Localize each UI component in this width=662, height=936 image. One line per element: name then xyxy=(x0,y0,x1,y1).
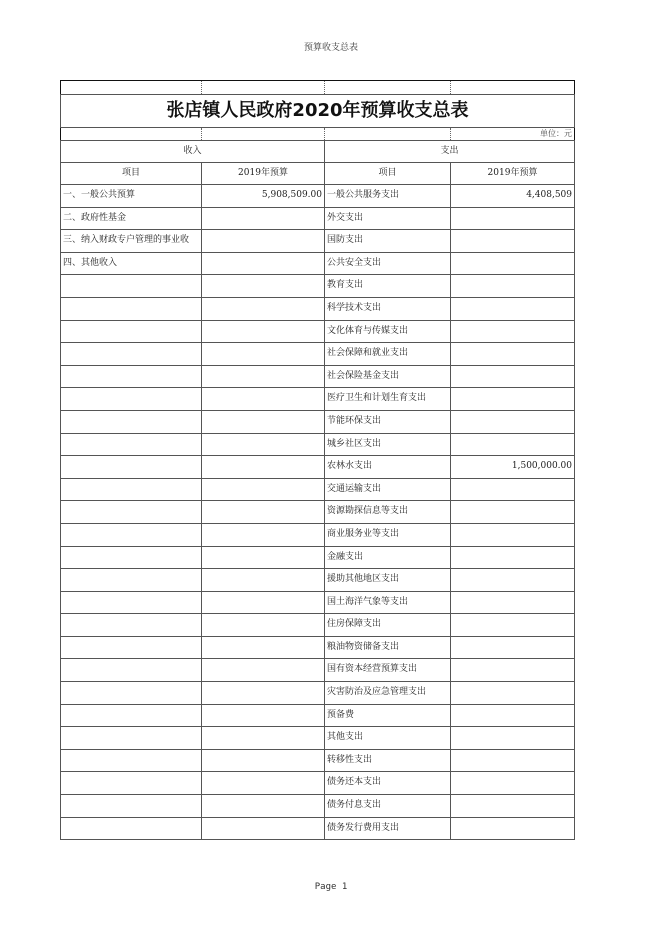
table-row xyxy=(61,275,575,298)
expense-amount-cell xyxy=(451,727,575,750)
expense-amount-cell xyxy=(451,546,575,569)
expense-amount-cell: 1,500,000.00 xyxy=(451,456,575,479)
table-row xyxy=(61,772,575,795)
table-row xyxy=(61,185,575,208)
income-item-cell xyxy=(61,523,202,546)
expense-amount-cell xyxy=(451,795,575,818)
table-row xyxy=(61,252,575,275)
table-row xyxy=(61,230,575,253)
expense-amount-cell xyxy=(451,591,575,614)
table-row xyxy=(61,569,575,592)
expense-item-cell: 预备费 xyxy=(325,704,451,727)
expense-item-cell: 教育支出 xyxy=(325,275,451,298)
expense-amount-cell xyxy=(451,501,575,524)
table-row xyxy=(61,546,575,569)
income-item-cell xyxy=(61,659,202,682)
income-item-cell xyxy=(61,410,202,433)
income-item-cell xyxy=(61,343,202,366)
income-amount-cell xyxy=(202,207,325,230)
income-item-cell xyxy=(61,546,202,569)
expense-item-cell: 社会保险基金支出 xyxy=(325,365,451,388)
income-item-cell: 四、其他收入 xyxy=(61,252,202,275)
income-item-cell xyxy=(61,320,202,343)
income-item-cell xyxy=(61,456,202,479)
income-item-cell: 二、政府性基金 xyxy=(61,207,202,230)
expense-amount-cell xyxy=(451,433,575,456)
income-amount-cell xyxy=(202,365,325,388)
table-row xyxy=(61,682,575,705)
budget-summary-table xyxy=(60,80,575,840)
expense-item-cell: 医疗卫生和计划生育支出 xyxy=(325,388,451,411)
expense-amount-cell: 4,408,509 xyxy=(451,185,575,208)
income-amount-cell xyxy=(202,297,325,320)
group-header-row xyxy=(61,141,575,163)
income-item-cell xyxy=(61,388,202,411)
income-item-cell xyxy=(61,636,202,659)
income-item-cell: 三、纳入财政专户管理的事业收 xyxy=(61,230,202,253)
income-item-cell: 一、一般公共预算 xyxy=(61,185,202,208)
table-row xyxy=(61,659,575,682)
income-amount-cell xyxy=(202,410,325,433)
expense-amount-cell xyxy=(451,682,575,705)
table-row xyxy=(61,207,575,230)
expense-item-cell: 城乡社区支出 xyxy=(325,433,451,456)
expense-item-cell: 资源勘探信息等支出 xyxy=(325,501,451,524)
income-item-cell xyxy=(61,275,202,298)
expense-item-cell: 一般公共服务支出 xyxy=(325,185,451,208)
expense-amount-cell xyxy=(451,478,575,501)
expense-item-cell: 援助其他地区支出 xyxy=(325,569,451,592)
income-item-cell xyxy=(61,614,202,637)
expense-item-cell: 债务付息支出 xyxy=(325,795,451,818)
expense-item-cell: 其他支出 xyxy=(325,727,451,750)
expense-item-cell: 灾害防治及应急管理支出 xyxy=(325,682,451,705)
income-amount-cell xyxy=(202,343,325,366)
expense-budget-col-header: 2019年预算 xyxy=(451,163,575,185)
expense-amount-cell xyxy=(451,749,575,772)
income-amount-cell xyxy=(202,591,325,614)
income-amount-cell xyxy=(202,614,325,637)
expense-item-cell: 住房保障支出 xyxy=(325,614,451,637)
income-amount-cell xyxy=(202,456,325,479)
expense-amount-cell xyxy=(451,388,575,411)
income-amount-cell xyxy=(202,388,325,411)
expense-item-cell: 国有资本经营预算支出 xyxy=(325,659,451,682)
expense-amount-cell xyxy=(451,365,575,388)
income-item-cell xyxy=(61,704,202,727)
expense-header: 支出 xyxy=(325,141,575,163)
income-amount-cell xyxy=(202,704,325,727)
income-amount-cell xyxy=(202,478,325,501)
income-amount-cell xyxy=(202,659,325,682)
income-item-cell xyxy=(61,591,202,614)
income-budget-col-header: 2019年预算 xyxy=(202,163,325,185)
income-amount-cell xyxy=(202,275,325,298)
table-row xyxy=(61,636,575,659)
table-row xyxy=(61,456,575,479)
expense-amount-cell xyxy=(451,523,575,546)
expense-item-cell: 外交支出 xyxy=(325,207,451,230)
income-amount-cell xyxy=(202,772,325,795)
table-row xyxy=(61,365,575,388)
table-row xyxy=(61,478,575,501)
title-row xyxy=(61,95,575,128)
expense-amount-cell xyxy=(451,230,575,253)
income-amount-cell xyxy=(202,252,325,275)
income-item-cell xyxy=(61,682,202,705)
expense-amount-cell xyxy=(451,410,575,433)
income-amount-cell: 5,908,509.00 xyxy=(202,185,325,208)
expense-amount-cell xyxy=(451,297,575,320)
table-row xyxy=(61,297,575,320)
expense-item-cell: 国土海洋气象等支出 xyxy=(325,591,451,614)
expense-amount-cell xyxy=(451,704,575,727)
table-row xyxy=(61,817,575,840)
expense-item-cell: 国防支出 xyxy=(325,230,451,253)
expense-item-cell: 农林水支出 xyxy=(325,456,451,479)
expense-item-cell: 债务发行费用支出 xyxy=(325,817,451,840)
income-amount-cell xyxy=(202,546,325,569)
expense-item-cell: 公共安全支出 xyxy=(325,252,451,275)
income-item-col-header: 项目 xyxy=(61,163,202,185)
expense-item-cell: 社会保障和就业支出 xyxy=(325,343,451,366)
expense-item-cell: 交通运输支出 xyxy=(325,478,451,501)
expense-item-cell: 金融支出 xyxy=(325,546,451,569)
table-row xyxy=(61,320,575,343)
expense-amount-cell xyxy=(451,569,575,592)
expense-amount-cell xyxy=(451,207,575,230)
income-amount-cell xyxy=(202,433,325,456)
income-amount-cell xyxy=(202,817,325,840)
table-row xyxy=(61,343,575,366)
unit-label: 单位：元 xyxy=(451,128,575,141)
expense-item-cell: 科学技术支出 xyxy=(325,297,451,320)
expense-amount-cell xyxy=(451,275,575,298)
expense-amount-cell xyxy=(451,343,575,366)
income-item-cell xyxy=(61,569,202,592)
expense-item-col-header: 项目 xyxy=(325,163,451,185)
income-amount-cell xyxy=(202,501,325,524)
table-row xyxy=(61,614,575,637)
expense-item-cell: 债务还本支出 xyxy=(325,772,451,795)
income-item-cell xyxy=(61,297,202,320)
expense-amount-cell xyxy=(451,252,575,275)
table-row xyxy=(61,591,575,614)
income-item-cell xyxy=(61,795,202,818)
table-row xyxy=(61,410,575,433)
income-amount-cell xyxy=(202,230,325,253)
expense-amount-cell xyxy=(451,817,575,840)
income-amount-cell xyxy=(202,682,325,705)
expense-item-cell: 文化体育与传媒支出 xyxy=(325,320,451,343)
table-row xyxy=(61,795,575,818)
income-amount-cell xyxy=(202,523,325,546)
expense-item-cell: 粮油物资储备支出 xyxy=(325,636,451,659)
expense-amount-cell xyxy=(451,772,575,795)
spacer-row xyxy=(61,81,575,95)
expense-amount-cell xyxy=(451,320,575,343)
unit-row xyxy=(61,128,575,141)
expense-item-cell: 转移性支出 xyxy=(325,749,451,772)
income-amount-cell xyxy=(202,727,325,750)
sheet-title: 张店镇人民政府2020年预算收支总表 xyxy=(61,95,575,128)
income-item-cell xyxy=(61,478,202,501)
expense-item-cell: 节能环保支出 xyxy=(325,410,451,433)
expense-amount-cell xyxy=(451,614,575,637)
page-header: 预算收支总表 xyxy=(303,43,358,53)
expense-item-cell: 商业服务业等支出 xyxy=(325,523,451,546)
income-amount-cell xyxy=(202,795,325,818)
income-item-cell xyxy=(61,772,202,795)
income-item-cell xyxy=(61,433,202,456)
income-amount-cell xyxy=(202,320,325,343)
income-item-cell xyxy=(61,501,202,524)
income-item-cell xyxy=(61,727,202,750)
expense-amount-cell xyxy=(451,659,575,682)
income-amount-cell xyxy=(202,749,325,772)
page-footer: Page 1 xyxy=(314,882,348,892)
table-row xyxy=(61,523,575,546)
table-row xyxy=(61,388,575,411)
expense-amount-cell xyxy=(451,636,575,659)
income-item-cell xyxy=(61,817,202,840)
income-item-cell xyxy=(61,365,202,388)
column-header-row xyxy=(61,163,575,185)
table-row xyxy=(61,704,575,727)
table-row xyxy=(61,501,575,524)
income-header: 收入 xyxy=(61,141,325,163)
table-row xyxy=(61,433,575,456)
table-row xyxy=(61,727,575,750)
income-amount-cell xyxy=(202,569,325,592)
income-item-cell xyxy=(61,749,202,772)
table-row xyxy=(61,749,575,772)
income-amount-cell xyxy=(202,636,325,659)
